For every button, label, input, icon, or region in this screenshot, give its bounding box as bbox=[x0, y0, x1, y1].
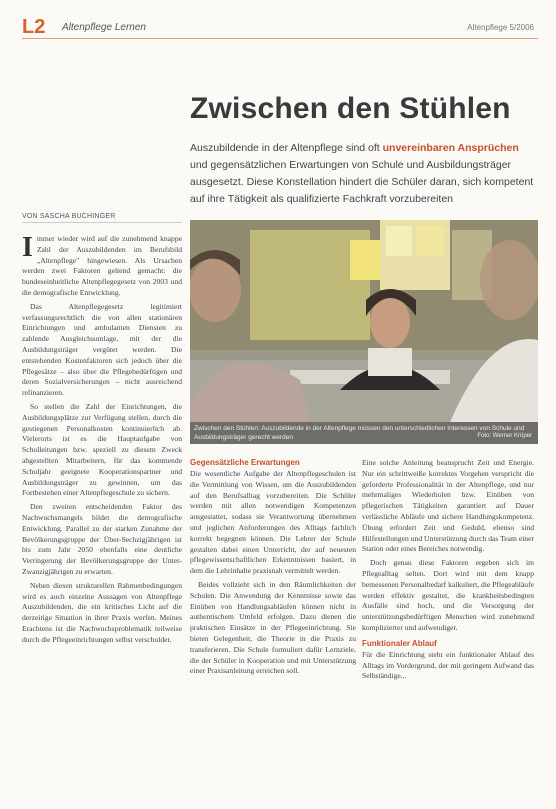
article-title: Zwischen den Stühlen bbox=[190, 92, 511, 125]
col1-paragraph bbox=[22, 234, 182, 299]
byline: VON SASCHA BUCHINGER bbox=[22, 213, 182, 223]
lead-text-2: und gegensätzlichen Erwartungen von Schule und Ausbildungsträger ausgesetzt. Diese Konstellation hindert die Schüler daran, sich kompetent auf ihre Tätigkeit als qualifizierte Fachkraft vorzubereiten bbox=[190, 159, 534, 205]
col1-paragraph-text: mmer wieder wird auf die zunehmend knappe Zahl der Auszubildenden im Berufsbild „Altenpflege" hingewiesen. Als Ursachen werden zwei Faktoren geltend gemacht: die bundeseinheitliche Altenpflegegesetz von 2003 und die demografische Entwicklung. bbox=[22, 234, 182, 297]
col1-paragraph: Den zweiten entscheidenden Faktor des Nachwuchsmangels bildet die demografische Entwicklung. Parallel zu der starken Zunahme der Bevölkerungsgruppe der Über-Sechzigjährigen ist bis zum Jahr 2050 ebenfalls eine deutliche Verringerung der Bevölkerungsgruppe der Unter-Zwanzigjährigen zu erwarten. bbox=[22, 502, 182, 576]
drop-cap: I bbox=[22, 234, 33, 263]
col2-paragraph: Beides vollzieht sich in den Räumlichkeiten der Schulen. Die Anwendung der Kenntnisse sowie das Einüben von Handlungsabläufen können nicht in authentischem Umfeld erfolgen. Dazu dienen die praktischen Einsätze in der Pflegeeinrichtung. Sie bieten Gelegenheit, die Theorie in die Praxis zu transferieren. Die Schule formuliert dafür Lernziele, die der Schüler in Kooperation und mit Unterstützung einer Praxisanleitung erreichen soll. bbox=[190, 579, 356, 676]
issue-label: Altenpflege 5/2006 bbox=[467, 23, 534, 32]
classroom-photo bbox=[190, 220, 538, 422]
col3-paragraph: Für die Einrichtung steht ein funktionaler Ablauf des Alltags im Vordergrund, der mit geringem Aufwand das Selbständige... bbox=[362, 649, 534, 681]
col3-paragraph: Eine solche Anleitung beansprucht Zeit und Energie. Nur ein schrittweiße korrektes Vorgehen verspricht die geforderte Professionalität in der Altenpflege, und nur mehrmaliges Wiederholen bzw. Einüben von pflegerischen Tätigkeiten garantiert auf Dauer verlässliche Abläufe und sichere Handlungskompetenz. Übung erfordert Zeit und Geduld, ebenso sind Hilfestellungen und Unterstützung durch das Team einer Station oder eines Bereiches notwendig. bbox=[362, 458, 534, 554]
lead-text-1: Auszubildende in der Altenpflege sind oft bbox=[190, 142, 383, 154]
photo-caption bbox=[190, 422, 538, 444]
magazine-section: Altenpflege Lernen bbox=[62, 22, 146, 33]
caption-text: Zwischen den Stühlen: Auszubildende in der Altenpflege müssen den unterschiedlichen Interessen von Schule und Ausbildungsträger gerecht werden bbox=[194, 425, 525, 441]
classroom-photo-illustration bbox=[190, 220, 538, 422]
col1-paragraph: So stellen die Zahl der Einrichtungen, die Ausbildungsplätze zur Verfügung stellen, durch die gestiegenen Personalkosten kontinuierlich ab. Vielerorts ist es die Hauptaufgabe von Schulleitungen bzw. speziell zu diesem Zweck abgestellten Mitarbeitern, für das kommende Schuljahr geeignete Kooperationspartner und Ausbildungsträger zu gewinnen, um das Fortbestehen einer Altenpflegeschule zu sichern. bbox=[22, 401, 182, 498]
photo-credit: Foto: Werner Krüper bbox=[477, 433, 532, 439]
col3-paragraph: Doch genau diese Faktoren ergeben sich im Pflegealltag selten. Dort wird mit dem knapp bemessenen Personalbedarf kalkuliert, die Pflegeabläufe werden effektiv gestaltet, die krankheitsbedingten Ausfälle sind hoch, und die Versorgung der unterstützungsbedürftigen Menschen wird zunehmend komplizierter und aufwendiger. bbox=[362, 558, 534, 632]
col1-paragraph: Neben diesen strukturellen Rahmenbedingungen wird es auch einzelne Aussagen von Altenpflege Auszubildenden, die ein kritisches Licht auf die derzeitige Situation in ihrer Praxis werfen. Meines Erachtens ist die Nachwuchsproblematik teilweise durch die Pflegeeinrichtungen selbst verschuldet. bbox=[22, 580, 182, 644]
header-rule bbox=[22, 38, 538, 39]
col1-paragraph: Das Altenpflegegesetz legitimiert verfassungsrechtlich die von allen stationären Einrichtungen und ambulanten Diensten zu zahlende Ausgleichsumlage, mit der die Ausbildungsträger vergütet werden. Die entstehenden Kostenfaktoren sich jedoch über die Pflegesätze – also über die Pflegebedürftigen und deren Sozialversicherungen – nicht ausreichend refinanzieren. bbox=[22, 301, 182, 398]
page-number: L2 bbox=[22, 16, 46, 38]
article-lead bbox=[190, 140, 534, 208]
subheading-expectations: Gegensätzliche Erwartungen bbox=[190, 458, 300, 467]
column-2 bbox=[190, 458, 356, 804]
subheading-workflow: Funktionaler Ablauf bbox=[362, 638, 437, 648]
column-3 bbox=[362, 458, 534, 804]
lead-highlight: unvereinbaren Ansprüchen bbox=[382, 142, 519, 154]
col2-paragraph: Die wesentliche Aufgabe der Altenpflegeschulen ist die Vermittlung von Wissen, um die Auszubildenden auf den Berufsalltag vorzubereiten. Die Schüler werden mit allen notwendigen Kompetenzen ausgestattet, sodass sie Verantwortung übernehmen und jeglichen Anforderungen des Alltags fachlich korrekt begegnen können. Die Lehrer der Schule gestalten dabei einen Unterricht, der auf neuesten pflegewissenschaftlichen Erkenntnissen basiert, in dem die Lehrinhalte praxisnah vermittelt werden. bbox=[190, 469, 356, 576]
column-1 bbox=[22, 234, 182, 804]
